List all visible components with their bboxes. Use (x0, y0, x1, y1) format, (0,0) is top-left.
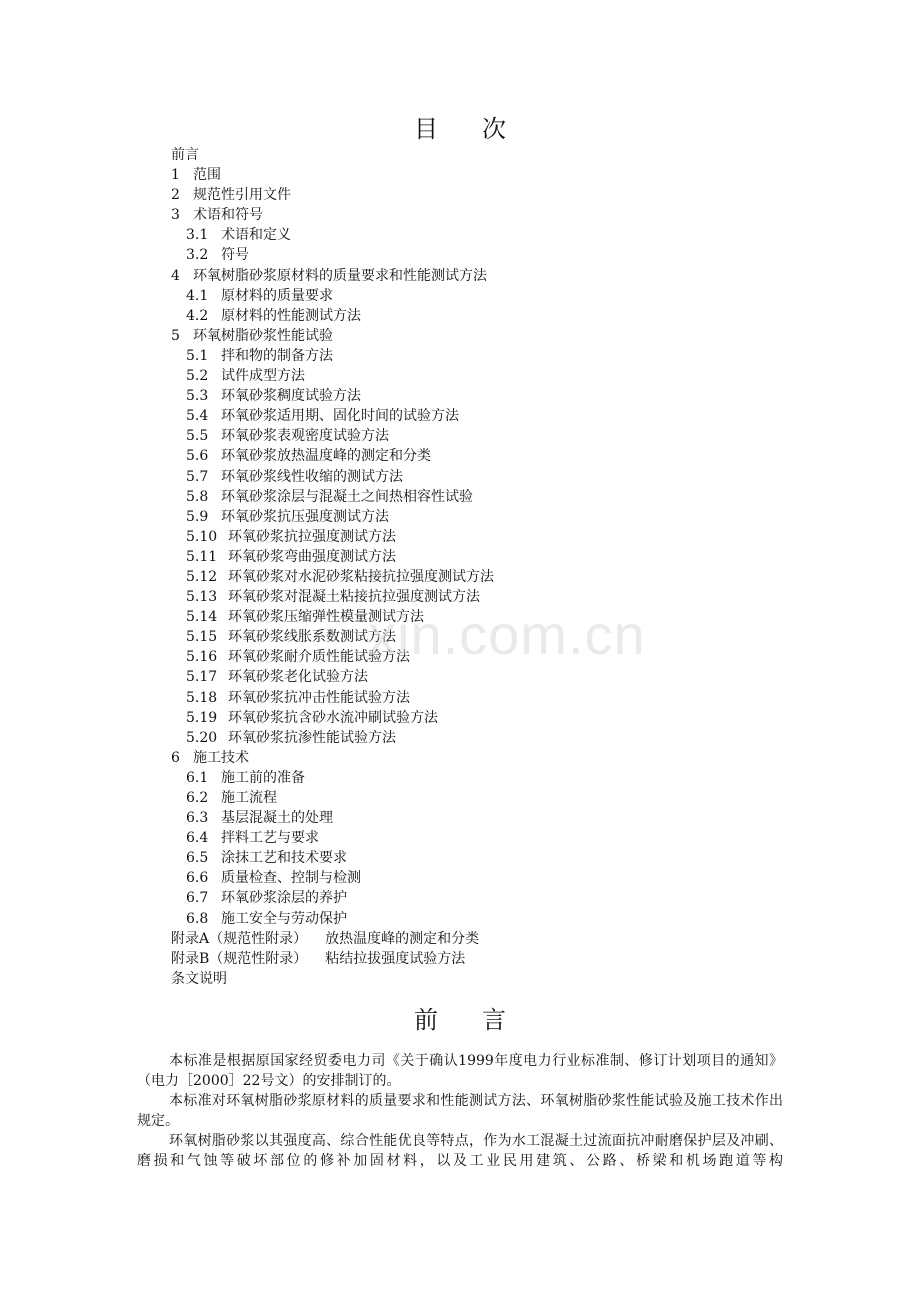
toc-entry (171, 828, 494, 848)
toc-entry (171, 688, 494, 708)
toc-entry (171, 667, 494, 687)
toc-entry-title: 环氧砂浆表观密度试验方法 (221, 428, 389, 445)
toc-entry-title: 环氧砂浆老化试验方法 (228, 669, 368, 686)
toc-entry-number: 5.18 (186, 689, 218, 706)
toc-entry (171, 788, 494, 808)
toc-entry-title: 拌和物的制备方法 (221, 347, 333, 364)
toc-entry-number: 5 (171, 327, 180, 344)
toc-entry (171, 406, 494, 426)
preface-title: 前言 (414, 1006, 550, 1034)
toc-entry-title: 施工安全与劳动保护 (221, 910, 347, 927)
toc-entry-title: 环氧砂浆对水泥砂浆粘接抗拉强度测试方法 (228, 568, 494, 585)
toc-entry-title: 原材料的性能测试方法 (221, 307, 361, 324)
toc-entry (171, 145, 494, 165)
toc-entry-number: 4 (171, 267, 180, 284)
toc-entry (171, 185, 494, 205)
toc-entry (171, 507, 494, 527)
toc-entry-title: 环氧砂浆涂层的养护 (221, 890, 347, 907)
toc-entry-title: 质量检查、控制与检测 (221, 870, 361, 887)
toc-entry (171, 567, 494, 587)
toc-entry-title: 前言 (171, 147, 199, 163)
toc-entry (171, 848, 494, 868)
toc-entry-number: 6.7 (186, 890, 209, 907)
toc-entry-number: 6.3 (186, 810, 209, 827)
toc-entry-title: 环氧砂浆耐介质性能试验方法 (228, 649, 410, 666)
toc-entry-number: 5.1 (186, 347, 209, 364)
toc-entry-title: 条文说明 (171, 970, 227, 987)
toc-entry (171, 245, 494, 265)
toc-entry (171, 266, 494, 286)
toc-entry-title: 施工流程 (221, 790, 277, 806)
toc-entry-title: 放热温度峰的测定和分类 (325, 930, 480, 947)
toc-entry-title: 范围 (193, 167, 221, 184)
toc-entry (171, 969, 494, 989)
table-of-contents (171, 145, 494, 989)
toc-entry-number: 5.13 (186, 589, 218, 606)
toc-entry-title: 环氧砂浆稠度试验方法 (221, 388, 361, 405)
preface-body (137, 1051, 783, 1171)
toc-entry (171, 346, 494, 366)
toc-entry-number: 6.1 (186, 769, 209, 786)
toc-entry-title: 环氧砂浆对混凝土粘接抗拉强度测试方法 (228, 589, 480, 606)
toc-entry (171, 286, 494, 306)
toc-title: 目次 (414, 115, 550, 143)
toc-entry-title: 环氧砂浆抗拉强度测试方法 (228, 528, 396, 545)
toc-entry-number: 5.20 (186, 729, 218, 746)
toc-entry-number: 6.8 (186, 910, 209, 927)
watermark-text: xin.com.cn (368, 603, 646, 666)
toc-entry-title: 环氧砂浆抗渗性能试验方法 (228, 729, 396, 746)
toc-entry-number: 5.8 (186, 488, 209, 505)
toc-entry-title: 环氧砂浆涂层与混凝土之间热相容性试验 (221, 488, 473, 505)
toc-entry (171, 949, 494, 969)
toc-entry-number: 5.2 (186, 368, 209, 385)
toc-entry-number: 5.17 (186, 669, 218, 686)
toc-entry-title: 环氧砂浆抗冲击性能试验方法 (228, 689, 410, 706)
toc-entry (171, 467, 494, 487)
toc-entry-number: 1 (171, 167, 180, 184)
toc-entry-title: 环氧砂浆抗压强度测试方法 (221, 508, 389, 525)
toc-entry-number: 5.3 (186, 388, 209, 405)
toc-entry-number: 5.10 (186, 528, 218, 545)
toc-entry-title: 环氧砂浆压缩弹性模量测试方法 (228, 609, 424, 626)
preface-paragraph: 本标准是根据原国家经贸委电力司《关于确认1999年度电力行业标准制、修订计划项目的通知》（电力［2000］22号文）的安排制订的。 (137, 1053, 783, 1089)
toc-entry (171, 306, 494, 326)
toc-entry-number: 2 (171, 187, 180, 204)
toc-entry-number: 3 (171, 207, 180, 224)
toc-entry (171, 446, 494, 466)
toc-entry (171, 547, 494, 567)
toc-entry-title: 施工技术 (193, 749, 249, 766)
toc-entry-number: 6.2 (186, 790, 209, 806)
toc-entry-number: 3.2 (186, 247, 209, 264)
toc-entry-title: 粘结拉拔强度试验方法 (325, 950, 466, 967)
toc-entry (171, 225, 494, 245)
toc-entry-title: 环氧砂浆线胀系数测试方法 (228, 629, 396, 646)
toc-entry-number: 5.16 (186, 649, 218, 666)
toc-entry-title: 施工前的准备 (221, 769, 305, 786)
toc-entry-title: 术语和定义 (221, 227, 291, 244)
toc-entry (171, 366, 494, 386)
toc-entry (171, 868, 494, 888)
toc-entry-number: 附录B（规范性附录） (171, 950, 308, 967)
toc-entry-title: 原材料的质量要求 (221, 287, 333, 304)
toc-entry-title: 符号 (221, 247, 249, 264)
toc-entry-number: 5.7 (186, 468, 209, 485)
toc-entry-number: 5.11 (186, 548, 218, 565)
toc-entry-number: 6.6 (186, 870, 209, 887)
toc-entry-number: 附录A（规范性附录） (171, 930, 308, 947)
toc-entry-title: 环氧砂浆抗含砂水流冲刷试验方法 (228, 709, 438, 726)
toc-entry-number: 6.5 (186, 850, 209, 867)
toc-entry-number: 5.5 (186, 428, 209, 445)
toc-entry-title: 环氧树脂砂浆原材料的质量要求和性能测试方法 (193, 267, 487, 284)
toc-entry-title: 环氧树脂砂浆性能试验 (193, 327, 333, 344)
toc-entry-number: 3.1 (186, 227, 209, 244)
toc-entry (171, 768, 494, 788)
toc-entry-title: 环氧砂浆线性收缩的测试方法 (221, 468, 403, 485)
toc-entry-title: 规范性引用文件 (193, 187, 291, 204)
toc-entry (171, 909, 494, 929)
toc-entry-number: 5.14 (186, 609, 218, 626)
toc-entry (171, 487, 494, 507)
toc-entry-title: 涂抹工艺和技术要求 (221, 850, 347, 867)
toc-entry-title: 试件成型方法 (221, 368, 305, 385)
toc-entry-number: 5.12 (186, 568, 218, 585)
toc-entry (171, 527, 494, 547)
toc-entry-number: 5.6 (186, 448, 209, 465)
toc-entry (171, 426, 494, 446)
toc-entry-number: 5.9 (186, 508, 209, 525)
toc-entry-number: 4.2 (186, 307, 209, 324)
toc-entry-title: 术语和符号 (193, 207, 263, 224)
toc-entry (171, 808, 494, 828)
toc-entry (171, 728, 494, 748)
toc-entry-number: 5.4 (186, 408, 209, 425)
toc-entry-title: 环氧砂浆弯曲强度测试方法 (228, 548, 396, 565)
toc-entry (171, 205, 494, 225)
toc-entry (171, 929, 494, 949)
preface-paragraph: 环氧树脂砂浆以其强度高、综合性能优良等特点，作为水工混凝土过流面抗冲耐磨保护层及冲刷、磨损和气蚀等破坏部位的修补加固材料，以及工业民用建筑、公路、桥梁和机场跑道等构 (137, 1133, 783, 1169)
toc-entry (171, 165, 494, 185)
toc-entry-number: 6 (171, 749, 180, 766)
toc-entry (171, 386, 494, 406)
toc-entry (171, 888, 494, 908)
preface-paragraph: 本标准对环氧树脂砂浆原材料的质量要求和性能测试方法、环氧树脂砂浆性能试验及施工技术作出规定。 (137, 1093, 783, 1129)
toc-entry (171, 748, 494, 768)
toc-entry-title: 环氧砂浆适用期、固化时间的试验方法 (221, 408, 459, 425)
toc-entry-number: 4.1 (186, 287, 209, 304)
toc-entry (171, 326, 494, 346)
toc-entry-title: 拌料工艺与要求 (221, 830, 319, 847)
toc-entry-number: 5.15 (186, 629, 218, 646)
toc-entry-title: 基层混凝土的处理 (221, 810, 333, 827)
toc-entry-title: 环氧砂浆放热温度峰的测定和分类 (221, 448, 431, 465)
toc-entry (171, 708, 494, 728)
toc-entry-number: 6.4 (186, 830, 209, 847)
toc-entry-number: 5.19 (186, 709, 218, 726)
